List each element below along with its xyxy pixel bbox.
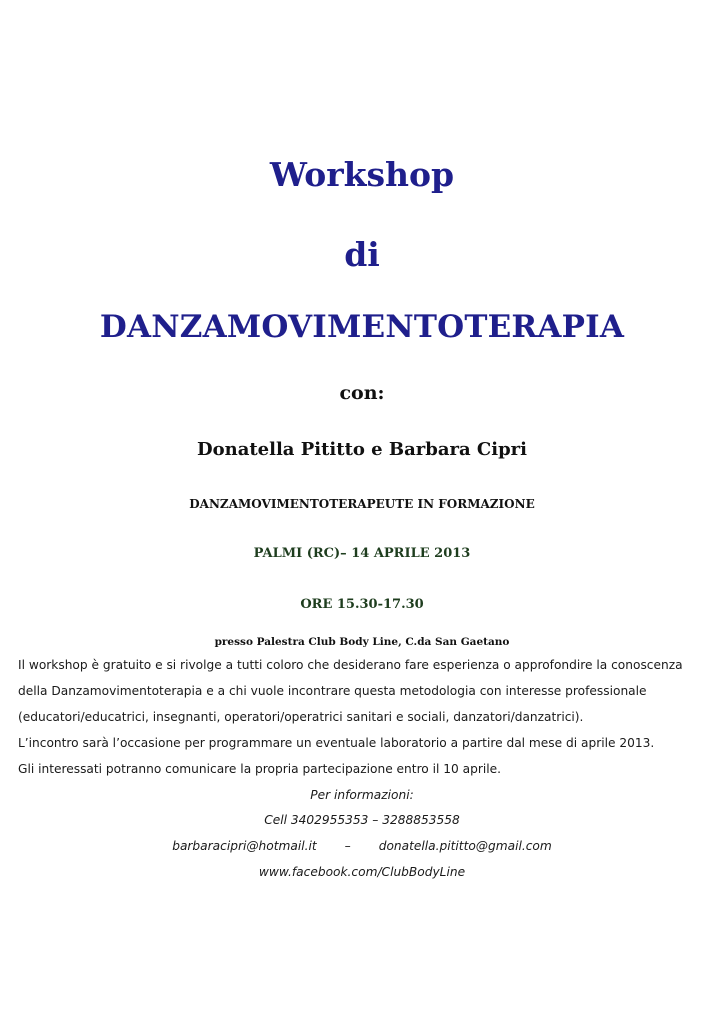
body-line-2: della Danzamovimentoterapia e a chi vuole incontrare questa metodologia con interesse professionale: [18, 684, 647, 698]
title-workshop: Workshop: [269, 155, 455, 194]
contacts-phones: Cell 3402955353 – 3288853558: [264, 813, 460, 827]
body-line-1: Il workshop è gratuito e si rivolge a tutti coloro che desiderano fare esperienza o approfondire la conoscenza: [18, 658, 683, 672]
body-line-3: (educatori/educatrici, insegnanti, operatori/operatrici sanitari e sociali, danzatori/danzatrici).: [18, 710, 584, 724]
contacts-heading: Per informazioni:: [310, 788, 414, 802]
website-link[interactable]: www.facebook.com/ClubBodyLine: [258, 865, 466, 879]
presenters-role: DANZAMOVIMENTOTERAPEUTE IN FORMAZIONE: [189, 497, 535, 511]
contacts-emails: [0, 837, 724, 855]
title-di: di: [344, 235, 380, 274]
email-barbara[interactable]: barbaracipri@hotmail.it: [172, 839, 317, 853]
con-label: con:: [339, 382, 385, 404]
email-donatella[interactable]: donatella.pititto@gmail.com: [378, 839, 552, 853]
time: ORE 15.30-17.30: [300, 597, 424, 612]
presenters: Donatella Pititto e Barbara Cipri: [197, 439, 527, 460]
email-separator: –: [344, 839, 351, 853]
body-line-5: Gli interessati potranno comunicare la propria partecipazione entro il 10 aprile.: [18, 762, 502, 776]
title-danzamovimentoterapia: DANZAMOVIMENTOTERAPIA: [99, 309, 625, 345]
venue: presso Palestra Club Body Line, C.da San Gaetano: [214, 636, 510, 648]
location-date: PALMI (RC)– 14 APRILE 2013: [253, 546, 471, 561]
body-line-4: L’incontro sarà l’occasione per programmare un eventuale laboratorio a partire dal mese di aprile 2013.: [18, 736, 655, 750]
